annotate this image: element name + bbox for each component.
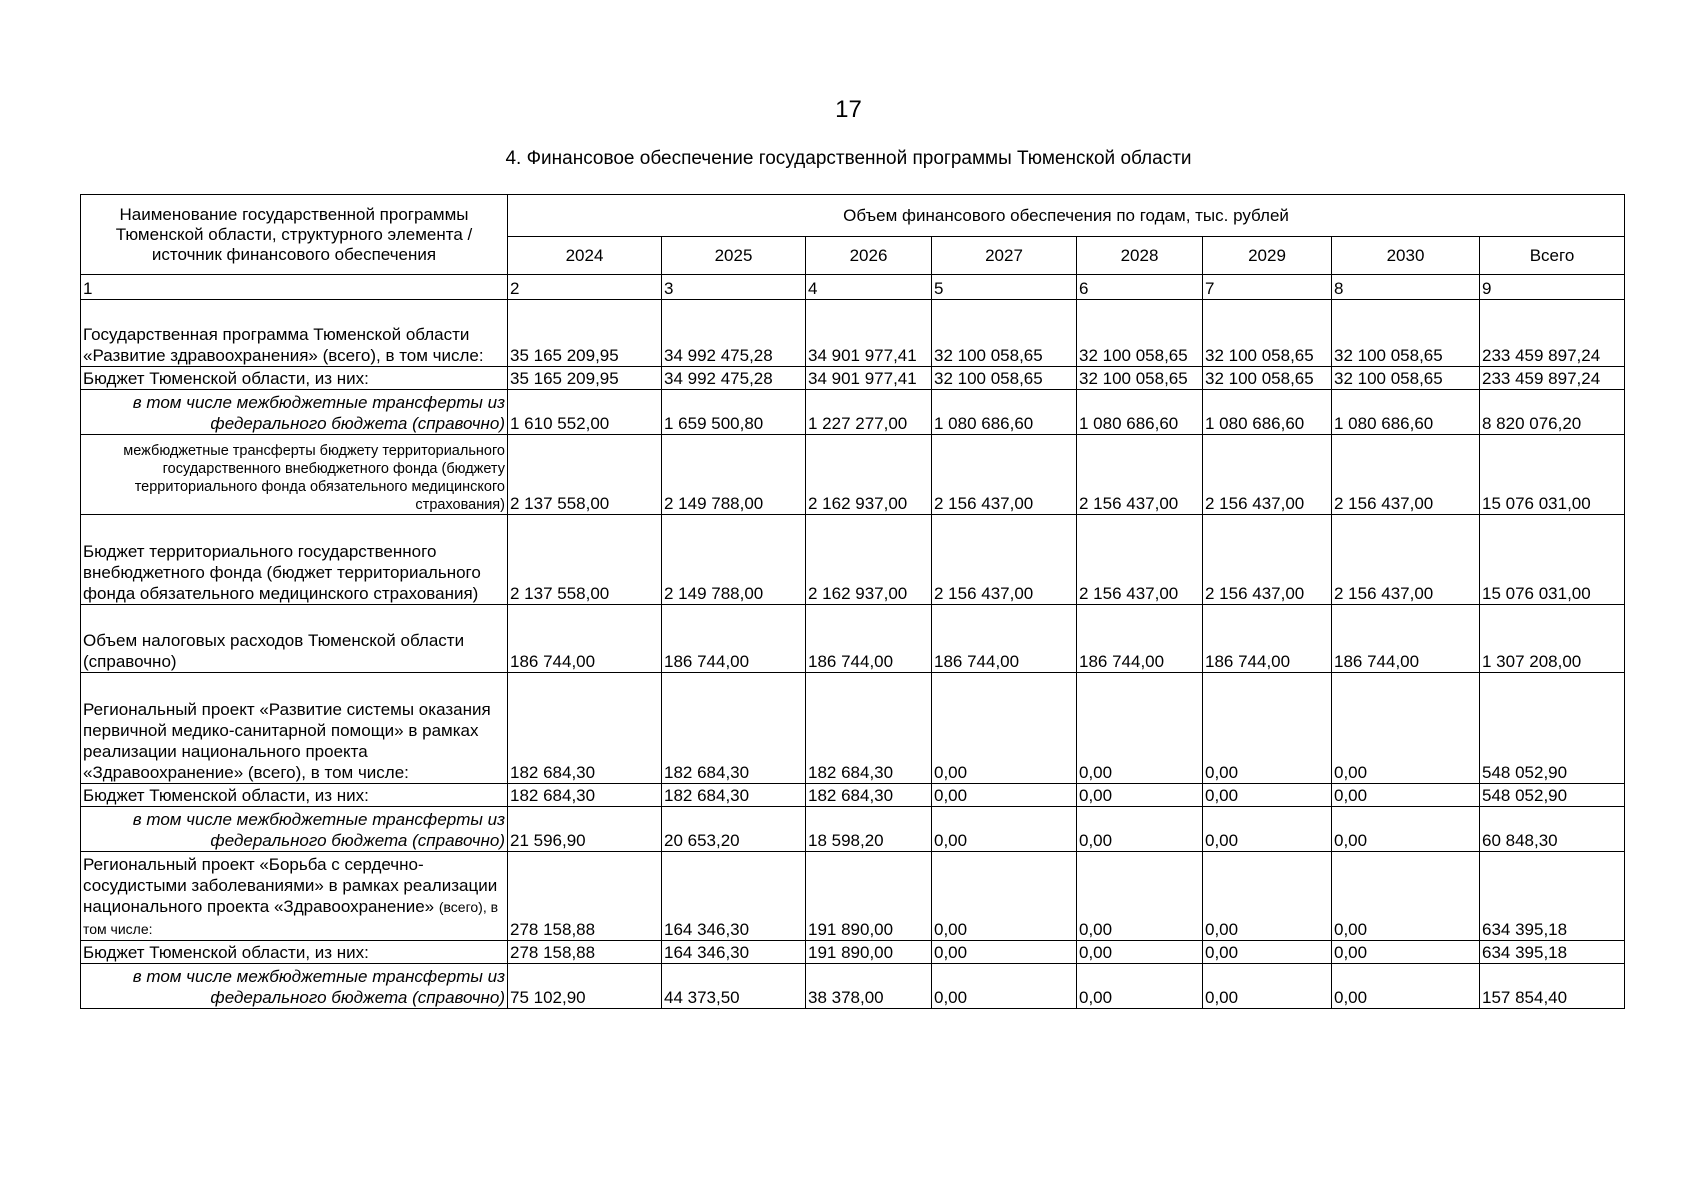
financing-table (80, 194, 1625, 1009)
row-value: 0,00 (932, 941, 1077, 964)
row-value: 0,00 (1077, 784, 1203, 807)
row-name: Региональный проект «Развитие системы оказания первичной медико-санитарной помощи» в рамках реализации национального проекта «Здравоохранение» (всего), в том числе: (81, 673, 508, 784)
table-row (81, 435, 1625, 515)
column-number: 7 (1203, 275, 1332, 300)
row-value: 0,00 (1077, 807, 1203, 852)
row-value: 0,00 (1203, 941, 1332, 964)
row-value: 0,00 (1332, 941, 1480, 964)
row-value: 44 373,50 (662, 964, 806, 1009)
row-value: 0,00 (1203, 673, 1332, 784)
row-value: 186 744,00 (662, 605, 806, 673)
table-row (81, 852, 1625, 941)
row-value: 32 100 058,65 (932, 300, 1077, 367)
row-value: 0,00 (932, 852, 1077, 941)
header-year: 2026 (806, 237, 932, 275)
row-value: 18 598,20 (806, 807, 932, 852)
row-value: 182 684,30 (508, 784, 662, 807)
table-row (81, 367, 1625, 390)
row-value: 0,00 (1332, 673, 1480, 784)
header-volume-cell: Объем финансового обеспечения по годам, тыс. рублей (508, 195, 1625, 237)
table-row (81, 300, 1625, 367)
column-number: 3 (662, 275, 806, 300)
row-value: 0,00 (932, 784, 1077, 807)
header-total: Всего (1480, 237, 1625, 275)
row-value: 32 100 058,65 (1332, 300, 1480, 367)
row-value: 186 744,00 (932, 605, 1077, 673)
row-value: 0,00 (1203, 784, 1332, 807)
row-value: 548 052,90 (1480, 784, 1625, 807)
row-name: межбюджетные трансферты бюджету территориального государственного внебюджетного фонда (бюджету территориального фонда обязательного медицинского страхования) (81, 435, 508, 515)
row-value: 233 459 897,24 (1480, 367, 1625, 390)
row-value: 8 820 076,20 (1480, 390, 1625, 435)
header-year: 2025 (662, 237, 806, 275)
row-value: 0,00 (1077, 852, 1203, 941)
row-value: 634 395,18 (1480, 941, 1625, 964)
row-name: Государственная программа Тюменской области «Развитие здравоохранения» (всего), в том числе: (81, 300, 508, 367)
row-value: 191 890,00 (806, 852, 932, 941)
row-value: 15 076 031,00 (1480, 515, 1625, 605)
row-value: 34 901 977,41 (806, 300, 932, 367)
table-row (81, 807, 1625, 852)
row-name: Бюджет Тюменской области, из них: (81, 941, 508, 964)
row-value: 164 346,30 (662, 852, 806, 941)
table-row (81, 964, 1625, 1009)
row-value: 75 102,90 (508, 964, 662, 1009)
row-value: 191 890,00 (806, 941, 932, 964)
row-value: 2 137 558,00 (508, 515, 662, 605)
row-value: 32 100 058,65 (1203, 367, 1332, 390)
row-value: 0,00 (1332, 807, 1480, 852)
row-name: в том числе межбюджетные трансферты из федерального бюджета (справочно) (81, 807, 508, 852)
row-value: 182 684,30 (662, 673, 806, 784)
row-value: 0,00 (1332, 964, 1480, 1009)
row-value: 1 080 686,60 (1203, 390, 1332, 435)
row-value: 21 596,90 (508, 807, 662, 852)
row-value: 0,00 (1203, 852, 1332, 941)
row-value: 1 659 500,80 (662, 390, 806, 435)
row-value: 2 137 558,00 (508, 435, 662, 515)
header-year: 2030 (1332, 237, 1480, 275)
page-number: 17 (835, 96, 862, 123)
row-value: 0,00 (932, 673, 1077, 784)
row-value: 1 610 552,00 (508, 390, 662, 435)
row-name: в том числе межбюджетные трансферты из федерального бюджета (справочно) (81, 390, 508, 435)
row-value: 34 901 977,41 (806, 367, 932, 390)
table-row (81, 515, 1625, 605)
row-value: 186 744,00 (1077, 605, 1203, 673)
header-year: 2027 (932, 237, 1077, 275)
header-year: 2024 (508, 237, 662, 275)
row-value: 182 684,30 (806, 784, 932, 807)
row-value: 15 076 031,00 (1480, 435, 1625, 515)
row-value: 0,00 (932, 964, 1077, 1009)
row-value: 38 378,00 (806, 964, 932, 1009)
row-value: 34 992 475,28 (662, 300, 806, 367)
row-value: 186 744,00 (508, 605, 662, 673)
row-value: 233 459 897,24 (1480, 300, 1625, 367)
row-value: 0,00 (1077, 673, 1203, 784)
row-value: 32 100 058,65 (1077, 367, 1203, 390)
row-value: 278 158,88 (508, 852, 662, 941)
row-value: 2 149 788,00 (662, 435, 806, 515)
row-value: 634 395,18 (1480, 852, 1625, 941)
row-value: 2 156 437,00 (1203, 515, 1332, 605)
row-name (81, 852, 508, 941)
row-value: 34 992 475,28 (662, 367, 806, 390)
row-value: 182 684,30 (662, 784, 806, 807)
row-value: 1 307 208,00 (1480, 605, 1625, 673)
row-value: 35 165 209,95 (508, 300, 662, 367)
table-row (81, 784, 1625, 807)
row-value: 2 162 937,00 (806, 515, 932, 605)
row-value: 186 744,00 (1332, 605, 1480, 673)
row-value: 164 346,30 (662, 941, 806, 964)
row-value: 0,00 (1203, 807, 1332, 852)
header-year: 2028 (1077, 237, 1203, 275)
row-value: 186 744,00 (806, 605, 932, 673)
row-value: 1 227 277,00 (806, 390, 932, 435)
column-number: 2 (508, 275, 662, 300)
row-value: 2 156 437,00 (932, 515, 1077, 605)
column-number: 6 (1077, 275, 1203, 300)
row-value: 2 156 437,00 (1332, 435, 1480, 515)
row-name-suffix: (всего), в том числе: (83, 899, 499, 937)
row-name: Объем налоговых расходов Тюменской области (справочно) (81, 605, 508, 673)
row-value: 20 653,20 (662, 807, 806, 852)
row-value: 32 100 058,65 (932, 367, 1077, 390)
row-value: 35 165 209,95 (508, 367, 662, 390)
row-value: 1 080 686,60 (932, 390, 1077, 435)
row-value: 0,00 (1203, 964, 1332, 1009)
row-value: 0,00 (932, 807, 1077, 852)
row-value: 0,00 (1332, 852, 1480, 941)
column-number: 1 (81, 275, 508, 300)
row-name: Бюджет Тюменской области, из них: (81, 367, 508, 390)
row-value: 2 156 437,00 (1332, 515, 1480, 605)
row-value: 0,00 (1077, 941, 1203, 964)
header-name-cell: Наименование государственной программы Тюменской области, структурного элемента / источник финансового обеспечения (81, 195, 508, 275)
document-title: 4. Финансовое обеспечение государственной программы Тюменской области (505, 148, 1192, 169)
row-value: 2 156 437,00 (932, 435, 1077, 515)
row-value: 32 100 058,65 (1332, 367, 1480, 390)
row-value: 182 684,30 (508, 673, 662, 784)
row-value: 1 080 686,60 (1332, 390, 1480, 435)
row-value: 0,00 (1332, 784, 1480, 807)
row-value: 2 162 937,00 (806, 435, 932, 515)
row-name-text: Региональный проект «Борьба с сердечно-сосудистыми заболеваниями» в рамках реализации национального проекта «Здравоохранение» (83, 855, 498, 916)
table-row (81, 941, 1625, 964)
row-name: в том числе межбюджетные трансферты из федерального бюджета (справочно) (81, 964, 508, 1009)
row-value: 278 158,88 (508, 941, 662, 964)
row-value: 548 052,90 (1480, 673, 1625, 784)
row-value: 2 156 437,00 (1203, 435, 1332, 515)
table-row (81, 605, 1625, 673)
column-number: 5 (932, 275, 1077, 300)
row-value: 0,00 (1077, 964, 1203, 1009)
header-year: 2029 (1203, 237, 1332, 275)
row-value: 32 100 058,65 (1077, 300, 1203, 367)
table-row (81, 390, 1625, 435)
row-value: 186 744,00 (1203, 605, 1332, 673)
row-value: 60 848,30 (1480, 807, 1625, 852)
row-value: 2 156 437,00 (1077, 435, 1203, 515)
row-name: Бюджет Тюменской области, из них: (81, 784, 508, 807)
column-number: 8 (1332, 275, 1480, 300)
row-value: 32 100 058,65 (1203, 300, 1332, 367)
table-row (81, 673, 1625, 784)
row-value: 2 156 437,00 (1077, 515, 1203, 605)
row-value: 157 854,40 (1480, 964, 1625, 1009)
row-value: 182 684,30 (806, 673, 932, 784)
row-value: 1 080 686,60 (1077, 390, 1203, 435)
row-name: Бюджет территориального государственного внебюджетного фонда (бюджет территориального фонда обязательного медицинского страхования) (81, 515, 508, 605)
column-number: 9 (1480, 275, 1625, 300)
row-value: 2 149 788,00 (662, 515, 806, 605)
column-number: 4 (806, 275, 932, 300)
